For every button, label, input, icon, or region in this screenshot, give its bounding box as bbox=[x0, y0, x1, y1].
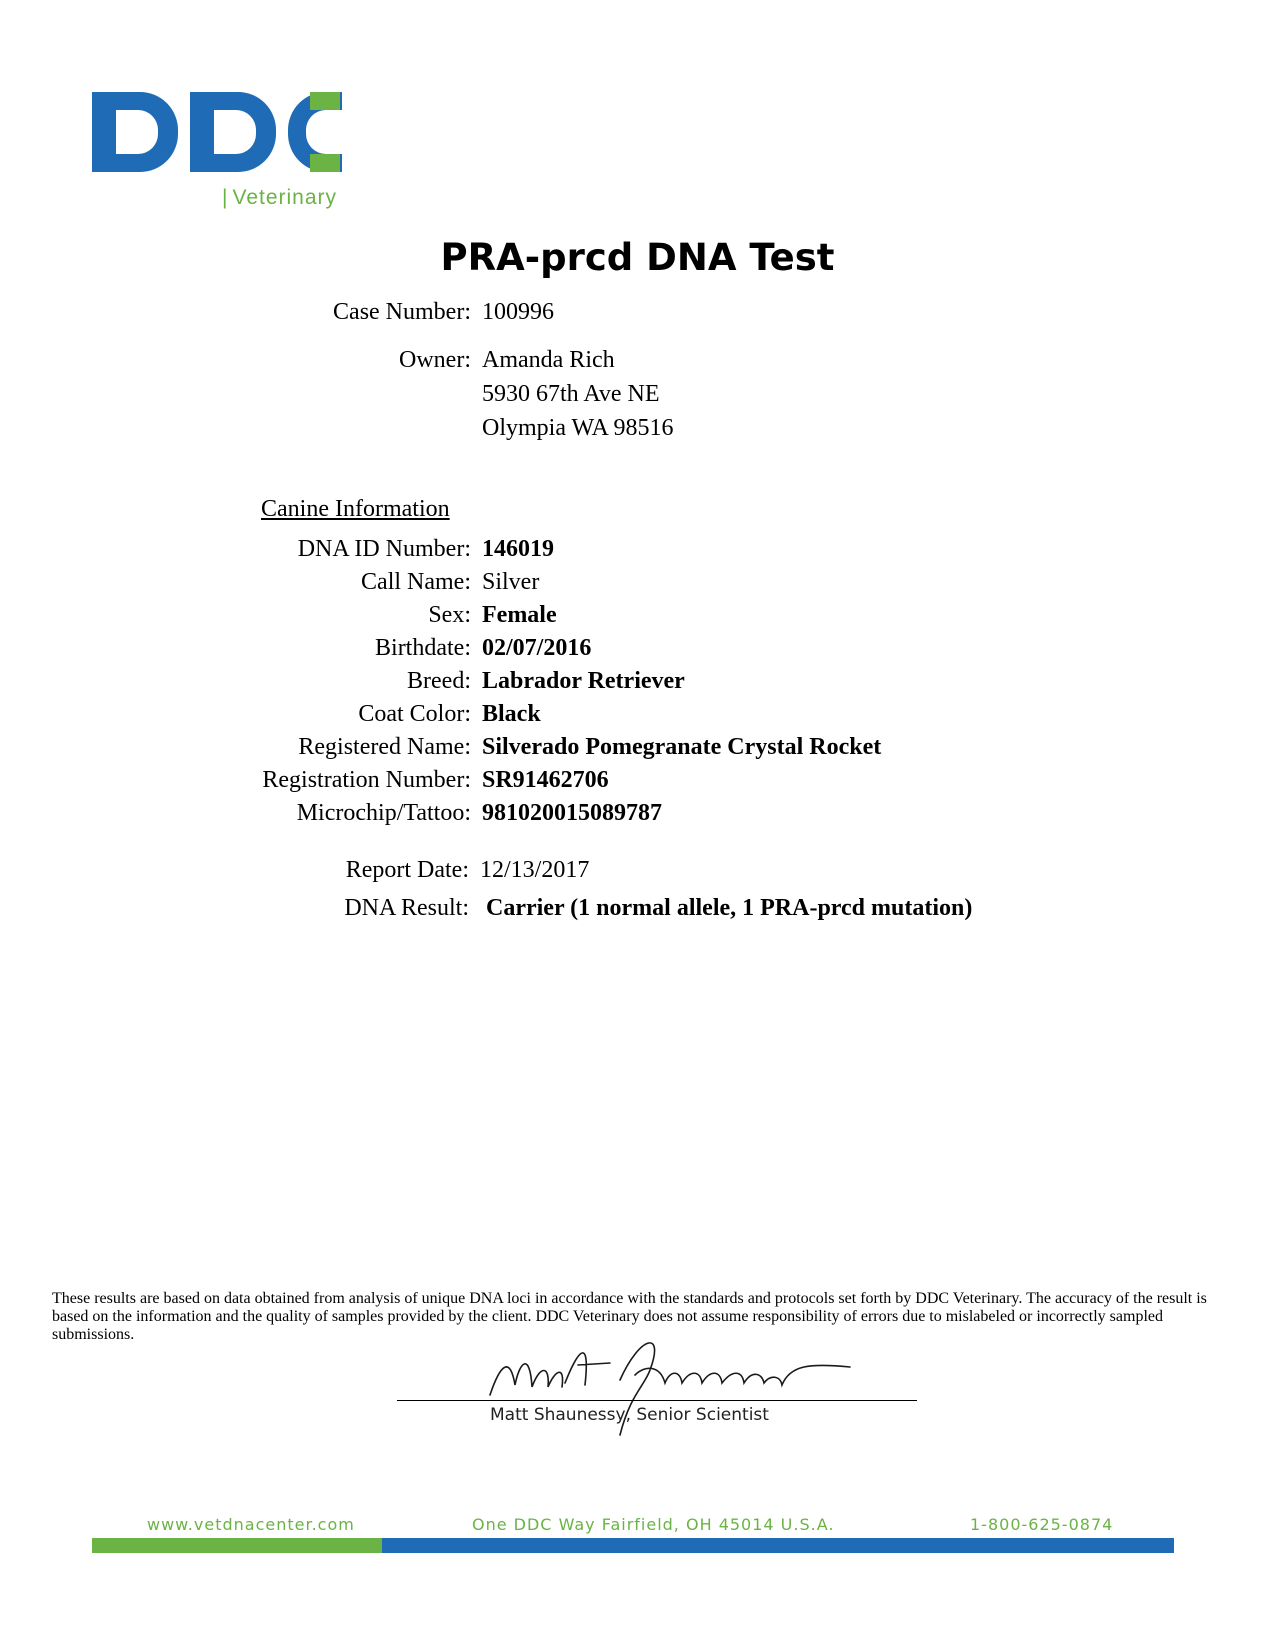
logo-subtitle: | Veterinary bbox=[222, 186, 338, 209]
owner-row bbox=[0, 346, 1275, 376]
canine-field-value: 02/07/2016 bbox=[482, 635, 592, 661]
owner-name: Amanda Rich bbox=[482, 347, 615, 373]
signature-image bbox=[470, 1325, 870, 1445]
dna-result-label: DNA Result: bbox=[344, 895, 469, 921]
dna-result-value: Carrier (1 normal allele, 1 PRA-prcd mutation) bbox=[486, 895, 973, 921]
footer-website: www.vetdnacenter.com bbox=[147, 1515, 355, 1534]
footer-bar-blue bbox=[382, 1538, 1174, 1553]
signature-line bbox=[397, 1400, 917, 1401]
canine-field-row bbox=[0, 799, 1275, 829]
report-date-row bbox=[0, 856, 1275, 886]
case-number-value: 100996 bbox=[482, 299, 554, 325]
canine-information-heading: Canine Information bbox=[261, 496, 450, 522]
canine-field-label: Microchip/Tattoo: bbox=[296, 800, 471, 826]
canine-field-value: Female bbox=[482, 602, 557, 628]
canine-field-label: Coat Color: bbox=[358, 701, 471, 727]
canine-field-row bbox=[0, 601, 1275, 631]
canine-field-label: DNA ID Number: bbox=[297, 536, 471, 562]
canine-field-row bbox=[0, 733, 1275, 763]
canine-field-label: Call Name: bbox=[361, 569, 471, 595]
canine-field-value: Silverado Pomegranate Crystal Rocket bbox=[482, 734, 882, 760]
canine-field-label: Birthdate: bbox=[375, 635, 471, 661]
canine-field-row bbox=[0, 568, 1275, 598]
canine-field-value: 981020015089787 bbox=[482, 800, 662, 826]
canine-field-value: Black bbox=[482, 701, 541, 727]
canine-field-label: Breed: bbox=[407, 668, 471, 694]
canine-field-value: SR91462706 bbox=[482, 767, 609, 793]
dna-result-row bbox=[0, 894, 1275, 924]
owner-label: Owner: bbox=[399, 347, 471, 373]
canine-field-value: 146019 bbox=[482, 536, 554, 562]
canine-field-row bbox=[0, 667, 1275, 697]
canine-field-value: Silver bbox=[482, 569, 540, 595]
canine-field-row bbox=[0, 535, 1275, 565]
footer-bar-green bbox=[92, 1538, 382, 1553]
report-date-label: Report Date: bbox=[345, 857, 469, 883]
canine-field-row bbox=[0, 766, 1275, 796]
canine-field-label: Registered Name: bbox=[298, 734, 471, 760]
case-number-row bbox=[0, 298, 1275, 328]
signature-caption: Matt Shaunessy, Senior Scientist bbox=[490, 1405, 769, 1425]
disclaimer-text: These results are based on data obtained from analysis of unique DNA loci in accordance with the standards and protocols set forth by DDC Veterinary. The accuracy of the result is based on the information and the quality of samples provided by the client. DDC Veterinary does not assume responsibility of errors due to mislabeled or incorrectly sampled submissions. bbox=[52, 1290, 1207, 1343]
footer-phone: 1-800-625-0874 bbox=[970, 1515, 1114, 1534]
footer-address: One DDC Way Fairfield, OH 45014 U.S.A. bbox=[472, 1515, 835, 1534]
canine-field-row bbox=[0, 700, 1275, 730]
report-date-value: 12/13/2017 bbox=[480, 857, 590, 883]
document-title: PRA-prcd DNA Test bbox=[440, 236, 835, 279]
case-number-label: Case Number: bbox=[333, 299, 471, 325]
owner-address-line1: 5930 67th Ave NE bbox=[482, 381, 660, 407]
canine-field-value: Labrador Retriever bbox=[482, 668, 685, 694]
canine-field-label: Registration Number: bbox=[262, 767, 471, 793]
canine-field-row bbox=[0, 634, 1275, 664]
canine-field-label: Sex: bbox=[428, 602, 471, 628]
owner-address-line2: Olympia WA 98516 bbox=[482, 415, 674, 441]
